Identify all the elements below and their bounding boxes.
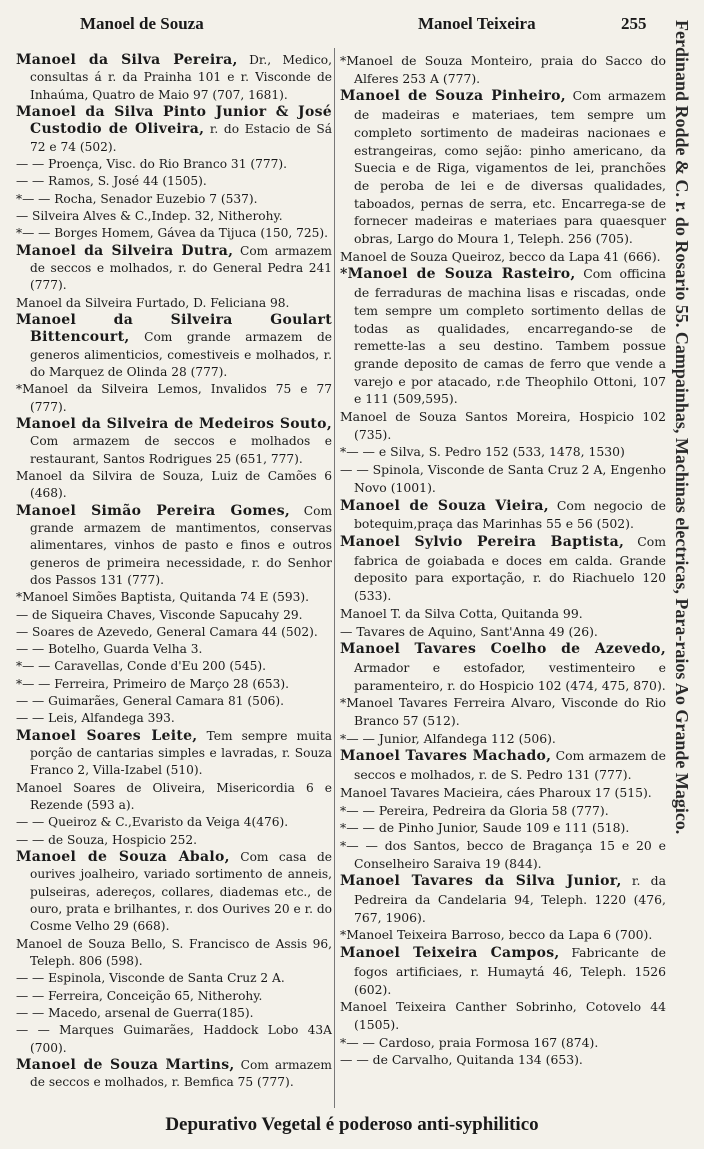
directory-entry xyxy=(340,497,666,533)
column-divider xyxy=(334,48,335,1108)
entry-text: Manoel da Silvira de Souza, Luiz de Camões 6 (468). xyxy=(16,468,332,501)
directory-entry xyxy=(16,970,332,987)
directory-entry xyxy=(340,837,666,872)
entry-text: Com negocio de botequim,praça das Marinhas 55 e 56 (502). xyxy=(354,497,666,532)
entry-text: *Manoel Simões Baptista, Quitanda 74 E (593). xyxy=(16,590,309,605)
directory-entry xyxy=(16,1005,332,1022)
entry-text: Com grande armazem de mantimentos, conservas alimentares, vinhos de pasto e finos e outros generos de primeira necessidade, r. do Senhor dos Passos 131 (777). xyxy=(30,503,333,587)
directory-entry xyxy=(340,443,666,461)
entry-text: Com armazem de seccos e molhados, r. de S. Pedro 131 (777). xyxy=(354,748,667,783)
directory-entry xyxy=(340,802,666,820)
directory-entry xyxy=(16,936,332,971)
entry-text: Com armazem de seccos e molhados, r. Bemfica 75 (777). xyxy=(30,1058,332,1090)
entry-name: Manoel Tavares Machado, xyxy=(340,748,552,765)
entry-name: Manoel da Silveira Goulart Bittencourt, xyxy=(16,311,332,346)
entry-text: *Manoel de Souza Monteiro, praia do Sacco do Alferes 253 A (777). xyxy=(340,53,666,86)
directory-entry xyxy=(340,926,666,944)
directory-entry xyxy=(16,832,332,849)
entry-text: Manoel Soares de Oliveira, Misericordia 6 e Rezende (593 a). xyxy=(16,780,332,813)
directory-entry xyxy=(340,1051,666,1069)
entry-text: *Manoel Teixeira Barroso, becco da Lapa 6 (700). xyxy=(340,927,653,943)
entry-text: Com armazem de seccos e molhados e restaurant, Santos Rodrigues 25 (651, 777). xyxy=(30,434,332,466)
entry-text: — Soares de Azevedo, General Camara 44 (502). xyxy=(16,624,318,639)
entry-text: *— — dos Santos, becco de Bragança 15 e 20 e Conselheiro Saraiva 19 (844). xyxy=(340,837,666,871)
directory-entry xyxy=(340,52,666,87)
entry-text: *— — Rocha, Senador Euzebio 7 (537). xyxy=(16,191,258,206)
directory-entry xyxy=(16,693,332,710)
directory-entry xyxy=(16,589,332,606)
entry-text: Com armazem de seccos e molhados, r. do General Pedra 241 (777). xyxy=(30,243,332,293)
directory-entry xyxy=(340,819,666,837)
page-number: 255 xyxy=(621,14,647,33)
entry-text: *Manoel Tavares Ferreira Alvaro, Visconde do Rio Branco 57 (512). xyxy=(340,695,666,729)
entry-text: — Tavares de Aquino, Sant'Anna 49 (26). xyxy=(340,623,598,639)
entry-name: Manoel de Souza Vieira, xyxy=(340,497,549,514)
directory-entry xyxy=(340,747,666,783)
entry-text: Tem sempre muita porção de cantarias simples e lavradas, r. Souza Franco 2, Villa-Izabel (510). xyxy=(30,728,333,778)
entry-name: *Manoel de Souza Rasteiro, xyxy=(340,266,576,283)
directory-entry xyxy=(340,623,666,641)
directory-entry xyxy=(16,225,332,242)
directory-entry xyxy=(340,730,666,748)
directory-entry xyxy=(16,503,332,590)
directory-entry xyxy=(340,533,666,605)
entry-name: Manoel de Souza Martins, xyxy=(16,1057,235,1074)
entry-text: — — Botelho, Guarda Velha 3. xyxy=(16,642,203,657)
directory-entry xyxy=(16,780,332,815)
entry-text: *Manoel da Silveira Lemos, Invalidos 75 e 77 (777). xyxy=(16,382,332,414)
directory-entry xyxy=(340,87,666,247)
directory-entry xyxy=(16,607,332,624)
entry-text: Com grande armazem de generos alimenticios, comestiveis e molhados, r. do Marquez de Olinda 28 (777). xyxy=(30,330,332,379)
directory-entry xyxy=(16,381,332,416)
entry-name: Manoel Soares Leite, xyxy=(16,727,198,744)
directory-entry xyxy=(16,104,332,156)
entry-text: — de Siqueira Chaves, Visconde Sapucahy 29. xyxy=(16,607,303,622)
side-advertisement xyxy=(662,20,702,1110)
entry-text: Manoel de Souza Queiroz, becco da Lapa 41 (666). xyxy=(340,248,661,264)
entry-text: — — Proença, Visc. do Rio Branco 31 (777). xyxy=(16,156,287,171)
directory-entry xyxy=(16,156,332,173)
entry-text: — — de Carvalho, Quitanda 134 (653). xyxy=(340,1052,583,1068)
entry-text: — — Leis, Alfandega 393. xyxy=(16,711,175,726)
directory-entry xyxy=(340,605,666,623)
directory-entry xyxy=(16,988,332,1005)
directory-entry xyxy=(16,243,332,295)
entry-text: Com armazem de madeiras e materiaes, tem sempre um completo sortimento de madeiras nacionaes e estrangeiras, como sejão: pinho americano, da Suecia e de Riga, vigamentos de lei, pranchões de peroba de lei e de diversas qualidades, taboados, pernas de serra, etc. Encarrega-se de fornecer madeiras e materiaes para quaesquer obras, Largo do Moura 1, Teleph. 256 (705). xyxy=(354,88,667,247)
directory-entry xyxy=(16,312,332,381)
entry-text: Fabricante de fogos artificiaes, r. Humaytá 46, Teleph. 1526 (602). xyxy=(354,945,666,997)
directory-entry xyxy=(16,295,332,312)
entry-text: Dr., Medico, consultas á r. da Prainha 101 e r. Visconde de Inhaúma, Quatro de Maio 97 (707, 1681). xyxy=(30,53,332,102)
entry-text: Manoel T. da Silva Cotta, Quitanda 99. xyxy=(340,605,583,621)
entry-text: — — Ramos, S. José 44 (1505). xyxy=(16,174,207,189)
entry-name: Manoel Teixeira Campos, xyxy=(340,945,560,962)
entry-name: Manoel Tavares Coelho de Azevedo, xyxy=(340,641,666,658)
directory-entry xyxy=(340,998,666,1033)
entry-text: — — Guimarães, General Camara 81 (506). xyxy=(16,694,285,709)
directory-entry xyxy=(16,658,332,675)
footer-advertisement: Depurativo Vegetal é poderoso anti-syphilitico xyxy=(165,1114,539,1135)
entry-text: — — Espinola, Visconde de Santa Cruz 2 A. xyxy=(16,971,285,986)
entry-text: Com officina de ferraduras de machina lisas e riscadas, onde tem sempre um completo sortimento dellas de todas as qualidades, encarregando-se de remette-las a seu destino. Tambem possue grande deposito de camas de ferro que vende a varejo e por atacado, r.de Theophilo Ottoni, 107 e 111 (509,595). xyxy=(354,266,667,407)
entry-text: — — Spinola, Visconde de Santa Cruz 2 A, Engenho Novo (1001). xyxy=(340,462,666,495)
entry-text: Manoel de Souza Bello, S. Francisco de Assis 96, Teleph. 806 (598). xyxy=(16,936,332,969)
entry-text: *— — e Silva, S. Pedro 152 (533, 1478, 1530) xyxy=(340,444,625,460)
entry-text: Com fabrica de goiabada e doces em calda. Grande deposito para exportação, r. do Riachuelo 120 (533). xyxy=(354,533,666,604)
entry-text: Manoel Teixeira Canther Sobrinho, Cotovelo 44 (1505). xyxy=(340,999,666,1032)
directory-entry xyxy=(16,52,332,104)
entry-text: Manoel de Souza Santos Moreira, Hospicio 102 (735). xyxy=(340,409,666,442)
entry-name: Manoel da Silva Pinto Junior & José Custodio de Oliveira, xyxy=(16,103,332,138)
directory-entry xyxy=(16,1022,332,1057)
running-header-right: Manoel Teixeira xyxy=(418,14,536,33)
entry-text: — — Marques Guimarães, Haddock Lobo 43A (700). xyxy=(16,1023,332,1055)
entry-text: *— — de Pinho Junior, Saude 109 e 111 (518). xyxy=(340,820,630,836)
entry-text: r. do Estacio de Sá 72 e 74 (502). xyxy=(30,122,333,154)
directory-entry xyxy=(340,248,666,266)
directory-entry xyxy=(340,408,666,443)
directory-entry xyxy=(340,694,666,729)
directory-entry xyxy=(16,191,332,208)
directory-entry xyxy=(16,676,332,693)
side-advertisement-text: Ferdinand Rodde & C. r. do Rosario 55. Campainhas, Machinas electricas, Para-raios Ao Grande Magico. xyxy=(672,20,692,835)
directory-entry xyxy=(16,1057,332,1092)
entry-text: Manoel Tavares Macieira, cáes Pharoux 17 (515). xyxy=(340,784,652,800)
entry-name: Manoel da Silva Pereira, xyxy=(16,52,238,68)
directory-entry xyxy=(16,728,332,780)
directory-entry xyxy=(340,1034,666,1052)
directory-entry xyxy=(16,814,332,831)
directory-entry xyxy=(340,461,666,496)
entry-text: *— — Cardoso, praia Formosa 167 (874). xyxy=(340,1034,599,1050)
directory-entry xyxy=(16,641,332,658)
directory-entry xyxy=(16,468,332,503)
directory-entry xyxy=(16,624,332,641)
entry-text: *— — Pereira, Pedreira da Gloria 58 (777). xyxy=(340,802,609,818)
directory-entry xyxy=(16,173,332,190)
entry-name: Manoel Simão Pereira Gomes, xyxy=(16,502,291,519)
directory-entry xyxy=(340,784,666,802)
entry-name: Manoel Tavares da Silva Junior, xyxy=(340,873,622,890)
entry-text: — Silveira Alves & C.,Indep. 32, Nitherohy. xyxy=(16,208,283,223)
directory-entry xyxy=(340,944,666,998)
entry-text: r. da Pedreira da Candelaria 94, Teleph. 1220 (476, 767, 1906). xyxy=(354,873,666,925)
entry-text: Manoel da Silveira Furtado, D. Feliciana 98. xyxy=(16,295,290,310)
directory-entry xyxy=(16,208,332,225)
entry-text: — — Ferreira, Conceição 65, Nitherohy. xyxy=(16,988,263,1003)
entry-text: *— — Borges Homem, Gávea da Tijuca (150, 725). xyxy=(16,226,328,241)
right-column xyxy=(340,52,666,1069)
entry-name: Manoel da Silveira Dutra, xyxy=(16,242,234,259)
running-header-left: Manoel de Souza xyxy=(80,14,204,33)
entry-text: — — de Souza, Hospicio 252. xyxy=(16,832,197,847)
entry-text: *— — Ferreira, Primeiro de Março 28 (653). xyxy=(16,676,289,691)
directory-entry xyxy=(340,640,666,694)
directory-entry xyxy=(16,416,332,468)
directory-entry xyxy=(340,265,666,408)
entry-text: — — Macedo, arsenal de Guerra(185). xyxy=(16,1006,254,1021)
entry-name: Manoel de Souza Pinheiro, xyxy=(340,88,566,105)
entry-text: — — Queiroz & C.,Evaristo da Veiga 4(476). xyxy=(16,815,289,830)
entry-text: *— — Caravellas, Conde d'Eu 200 (545). xyxy=(16,659,267,674)
entry-name: Manoel Sylvio Pereira Baptista, xyxy=(340,533,625,550)
entry-name: Manoel da Silveira de Medeiros Souto, xyxy=(16,415,332,432)
directory-entry xyxy=(16,849,332,936)
entry-text: Armador e estofador, vestimenteiro e paramenteiro, r. do Hospicio 102 (474, 475, 870). xyxy=(354,659,666,693)
entry-text: *— — Junior, Alfandega 112 (506). xyxy=(340,730,556,746)
directory-entry xyxy=(340,872,666,926)
left-column xyxy=(16,52,332,1092)
entry-text: Com casa de ourives joalheiro, variado sortimento de anneis, pulseiras, adereços, collares, diademas etc., de ouro, prata e brilhantes, r. dos Ourives 20 e r. do Cosme Velho 29 (668). xyxy=(30,850,332,934)
entry-name: Manoel de Souza Abalo, xyxy=(16,849,230,866)
directory-entry xyxy=(16,710,332,727)
